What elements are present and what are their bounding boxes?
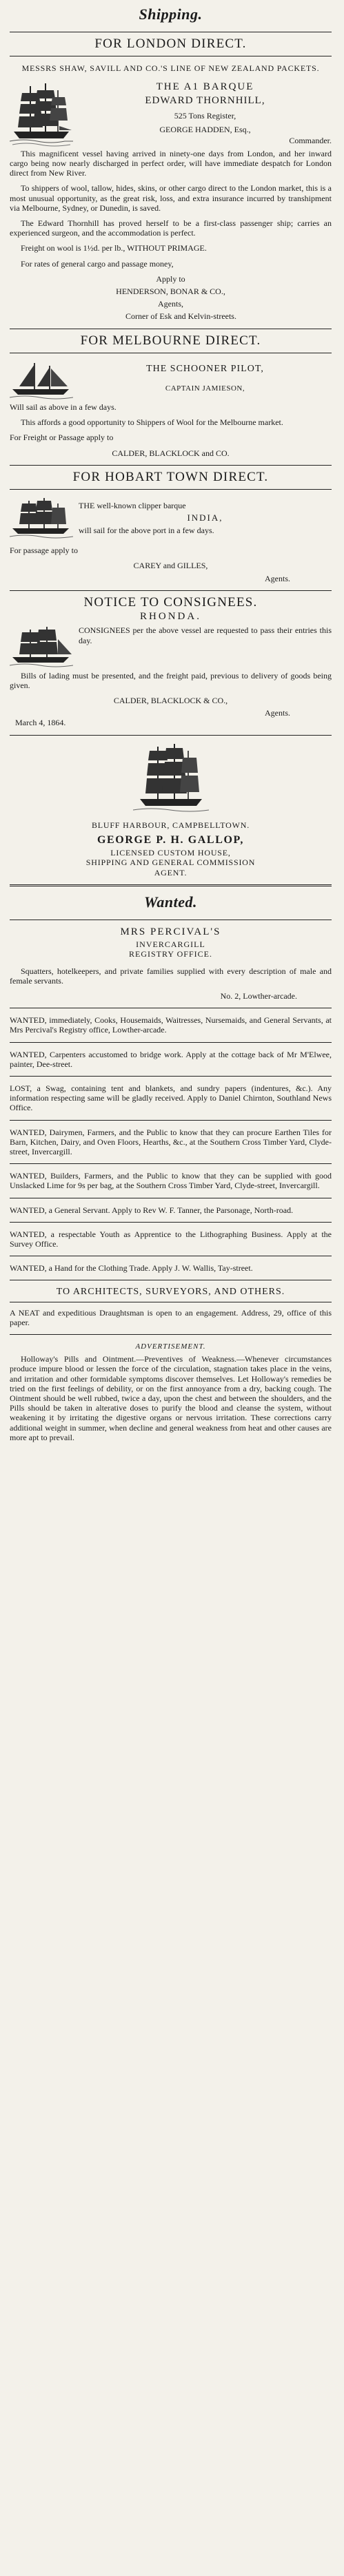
divider xyxy=(10,1163,332,1164)
schooner-engraving xyxy=(10,360,73,402)
pilot-block xyxy=(10,360,332,402)
melbourne-agent: CALDER, BLACKLOCK and CO. xyxy=(112,448,230,458)
india-details xyxy=(79,497,332,536)
wanted-ad-text: WANTED, a respectable Youth as Apprentice to the Lithographing Business. Apply at the Survey Office. xyxy=(10,1229,332,1249)
wanted-ad-text: WANTED, Dairymen, Farmers, and the Public to know that they can procure Earthen Tiles for Barn, Kitchen, Dairy, and Oven Floors, Hearths, &c., at the Southern Cross Timber Yard, Clyde-street, Invercargill. xyxy=(10,1127,332,1156)
london-agent-name: HENDERSON, BONAR & CO., xyxy=(116,287,225,297)
divider xyxy=(10,465,332,466)
consignees-heading: NOTICE TO CONSIGNEES. xyxy=(83,594,258,610)
bluff-ship-engraving xyxy=(10,742,332,816)
percival-name: MRS PERCIVAL'S xyxy=(120,926,221,937)
percival-text: Squatters, hotelkeepers, and private families supplied with every description of male and female servants. xyxy=(10,966,332,986)
architects-heading: TO ARCHITECTS, SURVEYORS, AND OTHERS. xyxy=(56,1287,285,1298)
melbourne-heading: FOR MELBOURNE DIRECT. xyxy=(80,333,261,348)
india-ship-name: INDIA, xyxy=(187,512,223,523)
architects-ad xyxy=(10,1308,332,1327)
holloway-text: Holloway's Pills and Ointment.—Preventives of Weakness.—Whenever circumstances produce impure blood or lessen the force of the circulation, stagnation takes place in the veins, and irritation and other formidable symptoms discover themselves. Let Holloway's remedies be tried on the first feelings of debility, or on the first annoyance from a dry, backing cough. The Ointment should be well rubbed, twice a day, upon the chest and between the shoulders, and the Pills should be taken in alterative doses to purify the blood and cleanse the system, without weakening it by irritating the digestive organs or nervous irritation. These corrections carry additional weight in summer, when decline and general weakness from heat and other causes are more apt to prevail. xyxy=(10,1354,332,1442)
pilot-details xyxy=(79,360,332,393)
wanted-ad xyxy=(10,1128,332,1157)
gallop-line-1: LICENSED CUSTOM HOUSE, xyxy=(110,848,231,858)
holloway-label: ADVERTISEMENT. xyxy=(135,1342,206,1351)
melbourne-para-2: This affords a good opportunity to Shippers of Wool for the Melbourne market. xyxy=(21,417,283,428)
wanted-ad xyxy=(10,1171,332,1190)
london-para-3: The Edward Thornhill has proved herself to be a first-class passenger ship; carries an experienced surgeon, and the accommodation is perfect. xyxy=(10,218,332,238)
gallop-line-2: SHIPPING AND GENERAL COMMISSION xyxy=(85,858,256,868)
divider xyxy=(10,1334,332,1335)
london-para-1: This magnificent vessel having arrived in ninety-one days from London, and her inward cargo being now nearly discharged in perfect order, will have immediate despatch for London direct from New River. xyxy=(10,148,332,178)
divider xyxy=(10,735,332,736)
ship-tons: 525 Tons Register, xyxy=(174,111,236,121)
london-heading: FOR LONDON DIRECT. xyxy=(94,37,247,52)
london-address: Corner of Esk and Kelvin-streets. xyxy=(125,311,236,322)
hobart-heading: FOR HOBART TOWN DIRECT. xyxy=(72,469,269,484)
pilot-captain: CAPTAIN JAMIESON, xyxy=(165,384,245,393)
london-para-2: To shippers of wool, tallow, hides, skins, or other cargo direct to the London market, this is a most unusual opportunity, as the great risk, loss, and extra insurance incurred by transhipment via Melbourne, Sydney, or Dunedin, is saved. xyxy=(10,183,332,213)
pilot-line: THE SCHOONER PILOT, xyxy=(146,363,264,374)
india-block xyxy=(10,497,332,541)
gallop-line-3: AGENT. xyxy=(154,867,188,877)
hobart-agent: CAREY and GILLES, xyxy=(133,561,208,571)
bluff-place: BLUFF HARBOUR, CAMPBELLTOWN. xyxy=(91,820,250,830)
divider xyxy=(10,1222,332,1223)
wanted-ad-text: WANTED, Builders, Farmers, and the Public to know that they can be supplied with good Unslacked Lime for 9s per bag, at the Southern Cross Timber Yard, Clyde-street, Invercargill. xyxy=(10,1171,332,1191)
percival-place: INVERCARGILL xyxy=(136,939,205,950)
london-agents-label: Agents, xyxy=(158,299,183,309)
rhonda-para-2: Bills of lading must be presented, and the freight paid, previous to delivery of goods being given. xyxy=(10,670,332,690)
london-apply: Apply to xyxy=(156,273,185,284)
divider xyxy=(10,884,332,886)
thornhill-block xyxy=(10,78,332,149)
ship-name: EDWARD THORNHILL, xyxy=(145,94,265,106)
ship-captain: GEORGE HADDEN, Esq., xyxy=(159,125,251,135)
divider xyxy=(10,1120,332,1121)
rhonda-details xyxy=(79,625,332,645)
gallop-name: GEORGE P. H. GALLOP, xyxy=(97,833,245,846)
rhonda-para-1: CONSIGNEES per the above vessel are requested to pass their entries this day. xyxy=(79,625,332,645)
ship-commander: Commander. xyxy=(289,136,332,146)
wanted-ad xyxy=(10,1263,332,1273)
wanted-ad xyxy=(10,1229,332,1249)
hobart-agents-label: Agents. xyxy=(265,573,290,583)
wanted-ad-text: WANTED, Carpenters accustomed to bridge work. Apply at the cottage back of Mr M'Elwee, painter, Dee-street. xyxy=(10,1049,332,1069)
rhonda-ship-engraving xyxy=(10,625,73,670)
rhonda-name: RHONDA. xyxy=(140,611,201,623)
sailing-ship-engraving xyxy=(10,78,73,149)
wanted-ad xyxy=(10,1050,332,1069)
wanted-ad-text: LOST, a Swag, containing tent and blankets, and sundry papers (indentures, &c.). Any information respecting same will be gladly received. Apply to Daniel Chirnton, Southland News Office. xyxy=(10,1083,332,1113)
page-title: Shipping. xyxy=(139,6,203,23)
wanted-ad-text: WANTED, a General Servant. Apply to Rev W. F. Tanner, the Parsonage, North-road. xyxy=(10,1205,294,1215)
rhonda-block xyxy=(10,625,332,670)
thornhill-details xyxy=(79,78,332,146)
rhonda-agents-label: Agents. xyxy=(265,708,290,718)
wanted-ad xyxy=(10,1083,332,1113)
wanted-ad xyxy=(10,1205,332,1215)
divider xyxy=(10,1076,332,1077)
divider xyxy=(10,590,332,591)
rhonda-agent: CALDER, BLACKLOCK & CO., xyxy=(113,695,228,705)
ship-intro: THE A1 BARQUE xyxy=(156,81,254,92)
divider xyxy=(10,1042,332,1043)
wanted-ad-text: WANTED, immediately, Cooks, Housemaids, Waitresses, Nursemaids, and General Servants, at Mrs Percival's Registry office, Lowther-arcade. xyxy=(10,1015,332,1035)
wanted-title: Wanted. xyxy=(143,893,198,911)
architects-text: A NEAT and expeditious Draughtsman is open to an engagement. Address, 29, office of this paper. xyxy=(10,1307,332,1327)
line-title: MESSRS SHAW, SAVILL AND CO.'S LINE OF NEW ZEALAND PACKETS. xyxy=(21,63,320,74)
barque-engraving xyxy=(10,497,73,541)
wanted-ad xyxy=(10,1015,332,1035)
hobart-passage: For passage apply to xyxy=(10,546,78,556)
percival-type: REGISTRY OFFICE. xyxy=(129,949,212,959)
rhonda-date: March 4, 1864. xyxy=(15,718,66,728)
london-rates: For rates of general cargo and passage money, xyxy=(21,258,174,269)
india-line-2: will sail for the above port in a few days. xyxy=(79,526,214,536)
london-freight: Freight on wool is 1½d. per lb., WITHOUT PRIMAGE. xyxy=(21,243,207,253)
wanted-ad-text: WANTED, a Hand for the Clothing Trade. Apply J. W. Wallis, Tay-street. xyxy=(10,1263,253,1274)
percival-address: No. 2, Lowther-arcade. xyxy=(220,990,297,1001)
melbourne-para-1: Will sail as above in a few days. xyxy=(10,402,117,413)
melbourne-para-3: For Freight or Passage apply to xyxy=(10,433,114,443)
india-line-1: THE well-known clipper barque xyxy=(79,501,186,511)
divider xyxy=(10,489,332,490)
